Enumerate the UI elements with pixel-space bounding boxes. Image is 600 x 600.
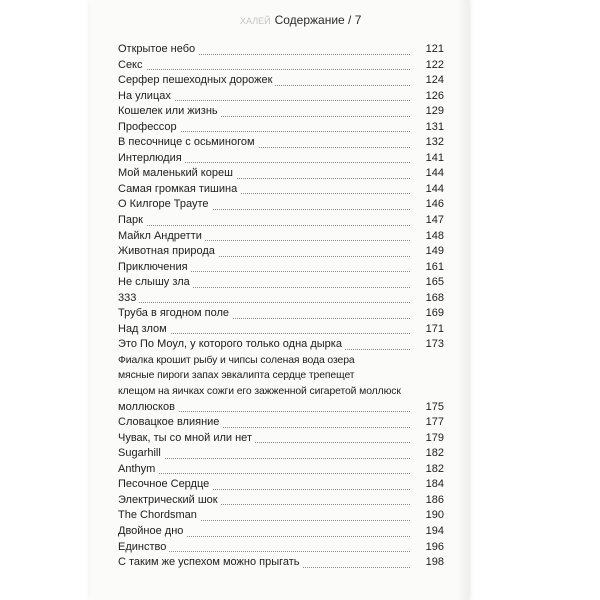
toc-entry bbox=[118, 337, 444, 353]
toc-entry-page-number: 146 bbox=[423, 197, 444, 213]
toc-leader-dots bbox=[118, 473, 410, 474]
toc-entry bbox=[118, 166, 444, 182]
toc-entry-title: Самая громкая тишина bbox=[118, 183, 240, 195]
toc-leader-dots bbox=[118, 302, 410, 303]
running-head-faint-prefix: ХАЛЕЙ bbox=[240, 16, 271, 26]
toc-entry bbox=[118, 322, 444, 338]
toc-entry-page-number: 196 bbox=[423, 540, 444, 556]
toc-entry-title: The Chordsman bbox=[118, 509, 200, 521]
toc-entry-page-number: 122 bbox=[423, 58, 444, 74]
toc-entry-page-number: 126 bbox=[423, 89, 444, 105]
toc-entry-page-number: 129 bbox=[423, 104, 444, 120]
toc-entry bbox=[118, 213, 444, 229]
toc-entry-page-number: 179 bbox=[423, 431, 444, 447]
toc-entry bbox=[118, 291, 444, 307]
toc-entry bbox=[118, 400, 444, 416]
toc-entry-page-number: 165 bbox=[423, 275, 444, 291]
toc-entry bbox=[118, 462, 444, 478]
toc-entry-title: Фиалка крошит рыбу и чипсы соленая вода озера bbox=[118, 355, 358, 366]
toc-entry bbox=[118, 524, 444, 540]
toc-entry-page-number: 173 bbox=[423, 337, 444, 353]
toc-entry-title: Парк bbox=[118, 214, 146, 226]
toc-entry-page-number: 132 bbox=[423, 135, 444, 151]
toc-entry-title: На улицах bbox=[118, 90, 174, 102]
toc-entry-page-number: 161 bbox=[423, 260, 444, 276]
toc-entry-page-number: 182 bbox=[423, 462, 444, 478]
toc-entry-page-number: 194 bbox=[423, 524, 444, 540]
toc-entry bbox=[118, 42, 444, 58]
toc-entry-title: Чувак, ты со мной или нет bbox=[118, 432, 255, 444]
toc-entry-title: Труба в ягодном поле bbox=[118, 307, 232, 319]
toc-entry-page-number: 144 bbox=[423, 182, 444, 198]
toc-leader-dots bbox=[118, 69, 410, 70]
toc-entry bbox=[118, 182, 444, 198]
toc-entry-title: Кошелек или жизнь bbox=[118, 105, 221, 117]
toc-entry-title: Профессор bbox=[118, 121, 180, 133]
toc-entry bbox=[118, 477, 444, 493]
toc-entry-title: Это По Моул, у которого только одна дырка bbox=[118, 338, 345, 350]
toc-entry-title: Электрический шок bbox=[118, 494, 221, 506]
toc-entry-title: Секс bbox=[118, 59, 146, 71]
toc-entry-title: В песочнице с осьминогом bbox=[118, 136, 258, 148]
toc-entry bbox=[118, 120, 444, 136]
toc-entry bbox=[118, 58, 444, 74]
page-gutter-shadow bbox=[456, 0, 470, 600]
toc-entry-page-number: 141 bbox=[423, 151, 444, 167]
toc-entry bbox=[118, 540, 444, 556]
toc-entry bbox=[118, 104, 444, 120]
toc-entry-title: Единство bbox=[118, 541, 169, 553]
toc-entry-title: Песочное Сердце bbox=[118, 478, 212, 490]
toc-entry bbox=[118, 151, 444, 167]
toc-entry-title: Мой маленький кореш bbox=[118, 167, 236, 179]
running-head-title: Содержание / 7 bbox=[274, 13, 362, 27]
running-head bbox=[240, 13, 460, 27]
toc-entry-page-number: 148 bbox=[423, 229, 444, 245]
toc-entry-page-number: 144 bbox=[423, 166, 444, 182]
toc-entry-title: Двойное дно bbox=[118, 525, 186, 537]
toc-entry-title: Anthym bbox=[118, 463, 158, 475]
toc-entry bbox=[118, 89, 444, 105]
toc-entry bbox=[118, 431, 444, 447]
toc-entry bbox=[118, 384, 444, 400]
toc-entry-title: С таким же успехом можно прыгать bbox=[118, 556, 303, 568]
toc-entry bbox=[118, 197, 444, 213]
toc-entry bbox=[118, 368, 444, 384]
toc-entry-title: Словацкое влияние bbox=[118, 416, 222, 428]
toc-entry bbox=[118, 260, 444, 276]
toc-entry-title: Sugarhill bbox=[118, 447, 164, 459]
toc-entry-title: моллюсков bbox=[118, 401, 178, 413]
toc-entry bbox=[118, 135, 444, 151]
toc-entry-page-number: 175 bbox=[423, 400, 444, 416]
toc-entry bbox=[118, 555, 444, 571]
toc-entry bbox=[118, 275, 444, 291]
toc-entry-page-number: 131 bbox=[423, 120, 444, 136]
toc-entry bbox=[118, 493, 444, 509]
toc-entry-title: Майкл Андретти bbox=[118, 230, 205, 242]
toc-entry bbox=[118, 306, 444, 322]
toc-entry-title: клещом на яичках сожги его зажженной сигаретой моллюск bbox=[118, 386, 404, 397]
toc-entry bbox=[118, 415, 444, 431]
toc-entry-title: Над злом bbox=[118, 323, 170, 335]
toc-entry-page-number: 182 bbox=[423, 446, 444, 462]
toc-entry bbox=[118, 244, 444, 260]
toc-entry-title: Приключения bbox=[118, 261, 191, 273]
toc-entry-title: 333 bbox=[118, 292, 139, 304]
toc-entry-page-number: 124 bbox=[423, 73, 444, 89]
toc-entry-title: Интерлюдия bbox=[118, 152, 185, 164]
toc-entry-page-number: 121 bbox=[423, 42, 444, 58]
toc-entry-title: О Килгоре Трауте bbox=[118, 198, 212, 210]
toc-entry bbox=[118, 508, 444, 524]
toc-entry-page-number: 168 bbox=[423, 291, 444, 307]
toc-entry-title: Открытое небо bbox=[118, 43, 198, 55]
toc-entry-page-number: 190 bbox=[423, 508, 444, 524]
toc-entry-page-number: 169 bbox=[423, 306, 444, 322]
toc-entry-page-number: 171 bbox=[423, 322, 444, 338]
toc-entry bbox=[118, 73, 444, 89]
toc-entry-page-number: 149 bbox=[423, 244, 444, 260]
toc-entry-page-number: 186 bbox=[423, 493, 444, 509]
toc-entry-title: Серфер пешеходных дорожек bbox=[118, 74, 275, 86]
toc-entry-page-number: 177 bbox=[423, 415, 444, 431]
table-of-contents bbox=[118, 42, 444, 571]
toc-entry-title: Не слышу зла bbox=[118, 276, 193, 288]
toc-entry-page-number: 198 bbox=[423, 555, 444, 571]
toc-entry-page-number: 184 bbox=[423, 477, 444, 493]
toc-entry bbox=[118, 353, 444, 369]
toc-entry bbox=[118, 229, 444, 245]
toc-entry bbox=[118, 446, 444, 462]
toc-entry-page-number: 147 bbox=[423, 213, 444, 229]
toc-entry-title: мясные пироги запах эвкалипта сердце трепещет bbox=[118, 370, 357, 381]
toc-entry-title: Животная природа bbox=[118, 245, 218, 257]
toc-leader-dots bbox=[118, 225, 410, 226]
